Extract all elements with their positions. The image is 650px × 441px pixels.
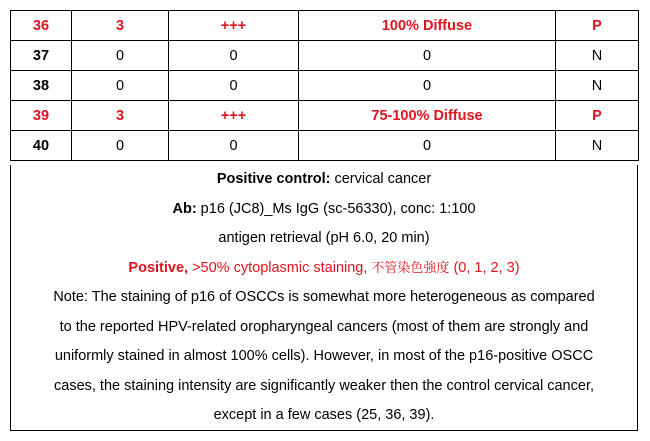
case-id: 38 (11, 71, 72, 101)
note-line: uniformly stained in almost 100% cells). However, in most of the p16-positive OSCC (54, 348, 594, 364)
table-row (11, 41, 639, 71)
note-line: Note: The staining of p16 of OSCCs is somewhat more heterogeneous as compared (53, 289, 595, 305)
positive-control-value: cervical cancer (330, 171, 432, 187)
pattern-cell: 0 (299, 131, 556, 161)
score-cell: 0 (72, 41, 169, 71)
intensity-cell: 0 (169, 71, 299, 101)
intensity-cell: +++ (169, 101, 299, 131)
result-cell: N (556, 41, 639, 71)
table-row (11, 101, 639, 131)
note-paragraph (11, 283, 637, 431)
result-cell: N (556, 131, 639, 161)
case-id: 40 (11, 131, 72, 161)
score-cell: 3 (72, 101, 169, 131)
table-row (11, 131, 639, 161)
result-cell: P (556, 11, 639, 41)
case-id: 39 (11, 101, 72, 131)
antibody-value: p16 (JC8)_Ms IgG (sc-56330), conc: 1:100 (196, 200, 476, 217)
positive-criteria-cjk: 不管染色強度 (371, 260, 450, 276)
notes-box (10, 165, 638, 431)
intensity-cell: 0 (169, 131, 299, 161)
note-line: except in a few cases (25, 36, 39). (213, 407, 435, 423)
case-id: 37 (11, 41, 72, 71)
antibody-line (11, 195, 637, 225)
score-cell: 0 (72, 71, 169, 101)
positive-criteria-line (11, 254, 637, 284)
antigen-retrieval-line: antigen retrieval (pH 6.0, 20 min) (218, 230, 430, 246)
note-line: to the reported HPV-related oropharyngeal cancers (most of them are strongly and (59, 318, 589, 335)
pattern-cell: 75-100% Diffuse (299, 101, 556, 131)
positive-criteria-text: >50% cytoplasmic staining, (188, 259, 372, 276)
score-cell: 0 (72, 131, 169, 161)
note-line: cases, the staining intensity are significantly weaker then the control cervical cancer, (54, 377, 594, 394)
results-table (10, 10, 639, 161)
positive-criteria-label: Positive, (128, 259, 189, 276)
table-row (11, 11, 639, 41)
pattern-cell: 0 (299, 41, 556, 71)
positive-criteria-scores: (0, 1, 2, 3) (449, 259, 520, 276)
score-cell: 3 (72, 11, 169, 41)
case-id: 36 (11, 11, 72, 41)
positive-control-label: Positive control: (216, 171, 331, 187)
intensity-cell: +++ (169, 11, 299, 41)
positive-control-line (11, 165, 637, 195)
table-row (11, 71, 639, 101)
result-cell: P (556, 101, 639, 131)
pattern-cell: 0 (299, 71, 556, 101)
pattern-cell: 100% Diffuse (299, 11, 556, 41)
intensity-cell: 0 (169, 41, 299, 71)
antibody-label: Ab: (172, 200, 197, 217)
result-cell: N (556, 71, 639, 101)
